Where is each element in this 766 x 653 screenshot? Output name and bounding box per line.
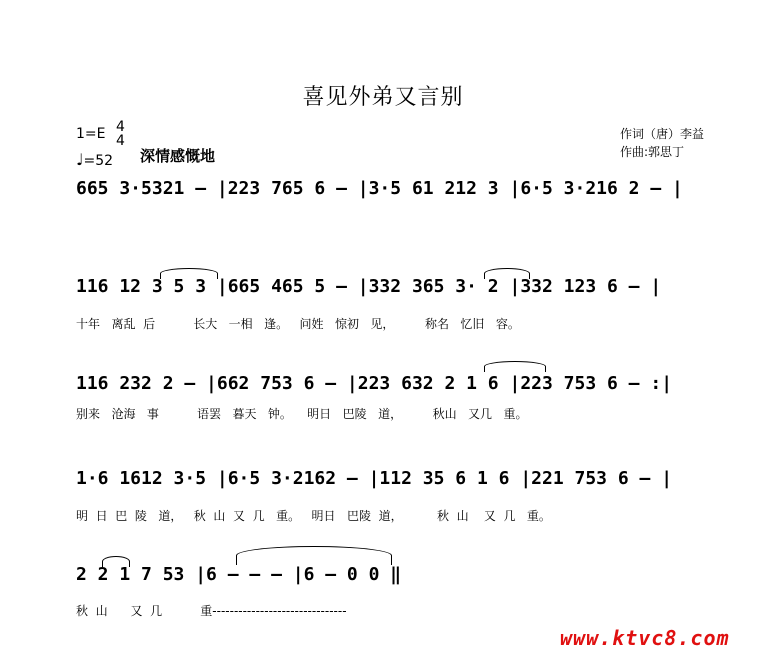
- time-bottom: 4: [116, 133, 125, 149]
- lyrics-line: 明 日 巴 陵 道， 秋 山 又 几 重。 明日 巴陵 道， 秋 山 又 几 重。: [76, 509, 551, 523]
- tempo-value: =52: [83, 153, 114, 169]
- slur: [160, 268, 218, 279]
- notation-line: 665 3·5321 — |223 765 6 — |3·5 61 212 3 |6·5 3·216 2 — |: [76, 178, 683, 199]
- quarter-note-icon: ♩: [76, 150, 84, 169]
- key-signature: [76, 119, 125, 149]
- tempo-marking: [76, 150, 113, 169]
- song-title: 喜见外弟又言别: [302, 85, 464, 110]
- slur: [484, 361, 546, 372]
- watermark: www.ktvc8.com: [560, 626, 730, 650]
- key-label: 1=E: [76, 126, 106, 142]
- lyrics-line: 十年 离乱 后 长大 一相 逢。 问姓 惊初 见， 称名 忆旧 容。: [76, 317, 520, 331]
- lyrics-line: 别来 沧海 事 语罢 暮天 钟。 明日 巴陵 道， 秋山 又几 重。: [76, 407, 528, 421]
- expression-marking: 深情感慨地: [140, 147, 216, 165]
- slur: [102, 556, 130, 567]
- notation-line: 1·6 1612 3·5 |6·5 3·2162 — |112 35 6 1 6 |221 753 6 — |: [76, 468, 673, 489]
- credits: [620, 125, 704, 161]
- time-signature: [116, 120, 125, 148]
- notation-line: 116 12 3 5 3 |665 465 5 — |332 365 3· 2 |332 123 6 — |: [76, 276, 662, 297]
- notation-line: 116 232 2 — |662 753 6 — |223 632 2 1 6 |223 753 6 — :|: [76, 373, 673, 394]
- tie: [236, 546, 392, 565]
- slur: [484, 268, 530, 279]
- composer: 作曲:郭思丁: [620, 145, 685, 159]
- lyricist: 作词（唐）李益: [620, 127, 705, 141]
- time-top: 4: [116, 119, 125, 135]
- notation-line: 2 2 1 7 53 |6 — — — |6 — 0 0 ‖: [76, 564, 402, 585]
- lyrics-line: 秋 山 又 几 重-------------------------------: [76, 604, 347, 618]
